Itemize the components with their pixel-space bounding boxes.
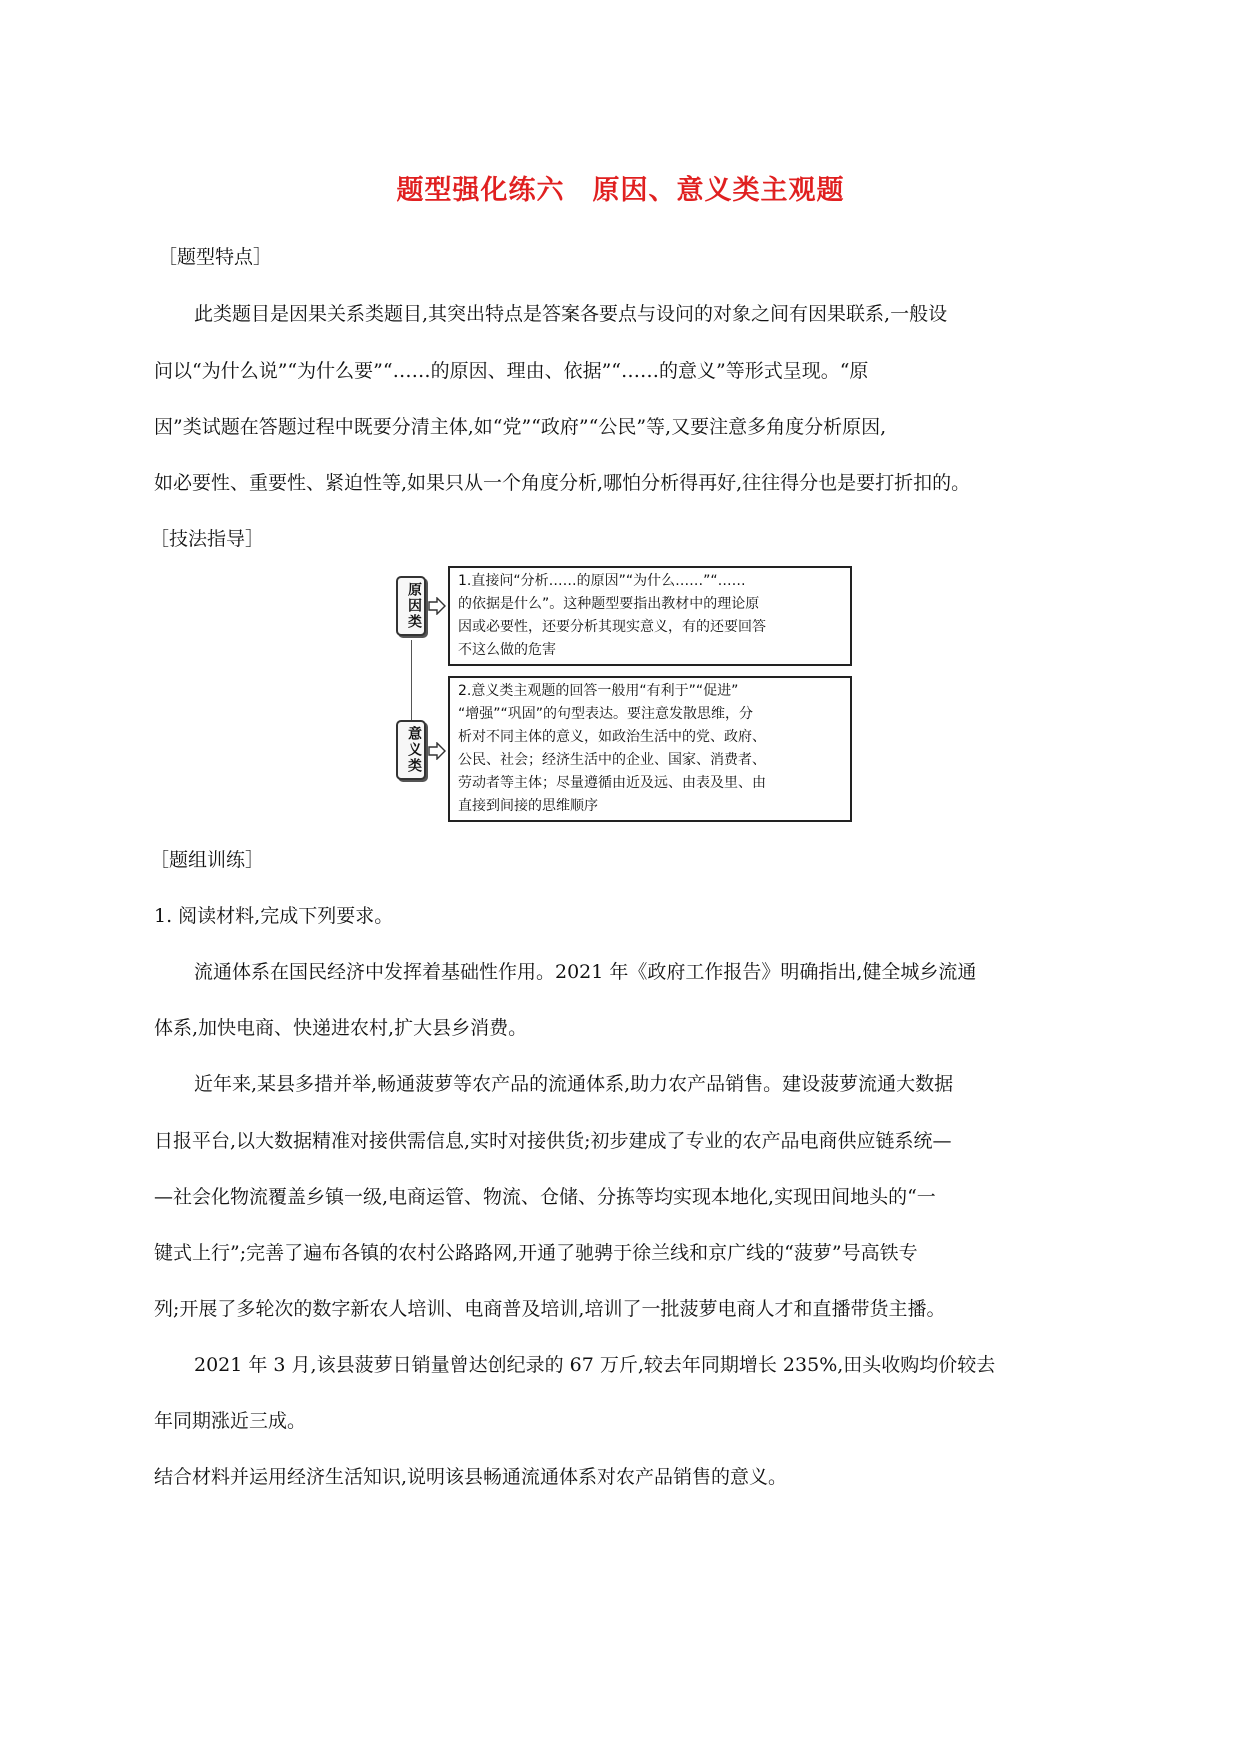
box-line: 的依据是什么”。这种题型要指出教材中的理论原 <box>458 596 760 612</box>
material-line: 2021 年 3 月,该县菠萝日销量曾达创纪录的 67 万斤,较去年同期增长 235%,田头收购均价较去 <box>194 1354 996 1376</box>
section-features: ［题型特点］ <box>158 246 273 268</box>
material-line: 近年来,某县多措并举,畅通菠萝等农产品的流通体系,助力农产品销售。建设菠萝流通大数据 <box>194 1073 954 1095</box>
material-line: —社会化物流覆盖乡镇一级,电商运管、物流、仓储、分拣等均实现本地化,实现田间地头的“一 <box>154 1186 936 1208</box>
material-line: 流通体系在国民经济中发挥着基础性作用。2021 年《政府工作报告》明确指出,健全城乡流通 <box>194 961 977 983</box>
box-line: 直接到间接的思维顺序 <box>458 798 598 814</box>
box-line: “增强”“巩固”的句型表达。要注意发散思维，分 <box>458 706 754 722</box>
method-diagram <box>392 566 848 828</box>
material-line: 日报平台,以大数据精准对接供需信息,实时对接供货;初步建成了专业的农产品电商供应链系统— <box>154 1130 952 1152</box>
features-line: 如必要性、重要性、紧迫性等,如果只从一个角度分析,哪怕分析得再好,往往得分也是要打折扣的。 <box>154 472 971 494</box>
material-line: 体系,加快电商、快递进农村,扩大县乡消费。 <box>154 1017 528 1039</box>
arrow-right-icon <box>428 597 446 615</box>
title-part2: 原因、意义类主观题 <box>592 175 845 206</box>
arrow-right-icon <box>428 742 446 760</box>
features-line: 问以“为什么说”“为什么要”“……的原因、理由、依据”“……的意义”等形式呈现。“原 <box>154 360 869 382</box>
material-line: 键式上行”;完善了遍布各镇的农村公路路网,开通了驰骋于徐兰线和京广线的“菠萝”号高铁专 <box>154 1242 918 1264</box>
section-practice: ［题组训练］ <box>150 849 265 871</box>
box-line: 析对不同主体的意义，如政治生活中的党、政府、 <box>458 729 766 745</box>
title-part1: 题型强化练六 <box>396 175 565 206</box>
box-line: 因或必要性，还要分析其现实意义，有的还要回答 <box>458 619 766 635</box>
box-line: 劳动者等主体；尽量遵循由近及远、由表及里、由 <box>458 775 766 791</box>
box-line: 不这么做的危害 <box>458 642 556 658</box>
box-line: 2.意义类主观题的回答一般用“有利于”“促进” <box>458 683 739 699</box>
connector-line <box>411 640 412 720</box>
box-line: 1.直接问“分析……的原因”“为什么……”“…… <box>458 573 746 589</box>
meaning-box <box>448 676 852 822</box>
box-line: 公民、社会；经济生活中的企业、国家、消费者、 <box>458 752 766 768</box>
tag-meaning: 意义类 <box>396 720 426 780</box>
features-line: 因”类试题在答题过程中既要分清主体,如“党”“政府”“公民”等,又要注意多角度分析原因, <box>154 416 887 438</box>
question-ask: 结合材料并运用经济生活知识,说明该县畅通流通体系对农产品销售的意义。 <box>154 1466 788 1488</box>
page-title <box>0 168 1241 207</box>
material-line: 年同期涨近三成。 <box>154 1410 307 1432</box>
reason-box <box>448 566 852 666</box>
section-methods: ［技法指导］ <box>150 528 265 550</box>
tag-reason: 原因类 <box>396 576 426 636</box>
material-line: 列;开展了多轮次的数字新农人培训、电商普及培训,培训了一批菠萝电商人才和直播带货主播。 <box>154 1298 946 1320</box>
features-line: 此类题目是因果关系类题目,其突出特点是答案各要点与设问的对象之间有因果联系,一般设 <box>194 303 948 325</box>
question-stem: 1. 阅读材料,完成下列要求。 <box>154 905 394 927</box>
